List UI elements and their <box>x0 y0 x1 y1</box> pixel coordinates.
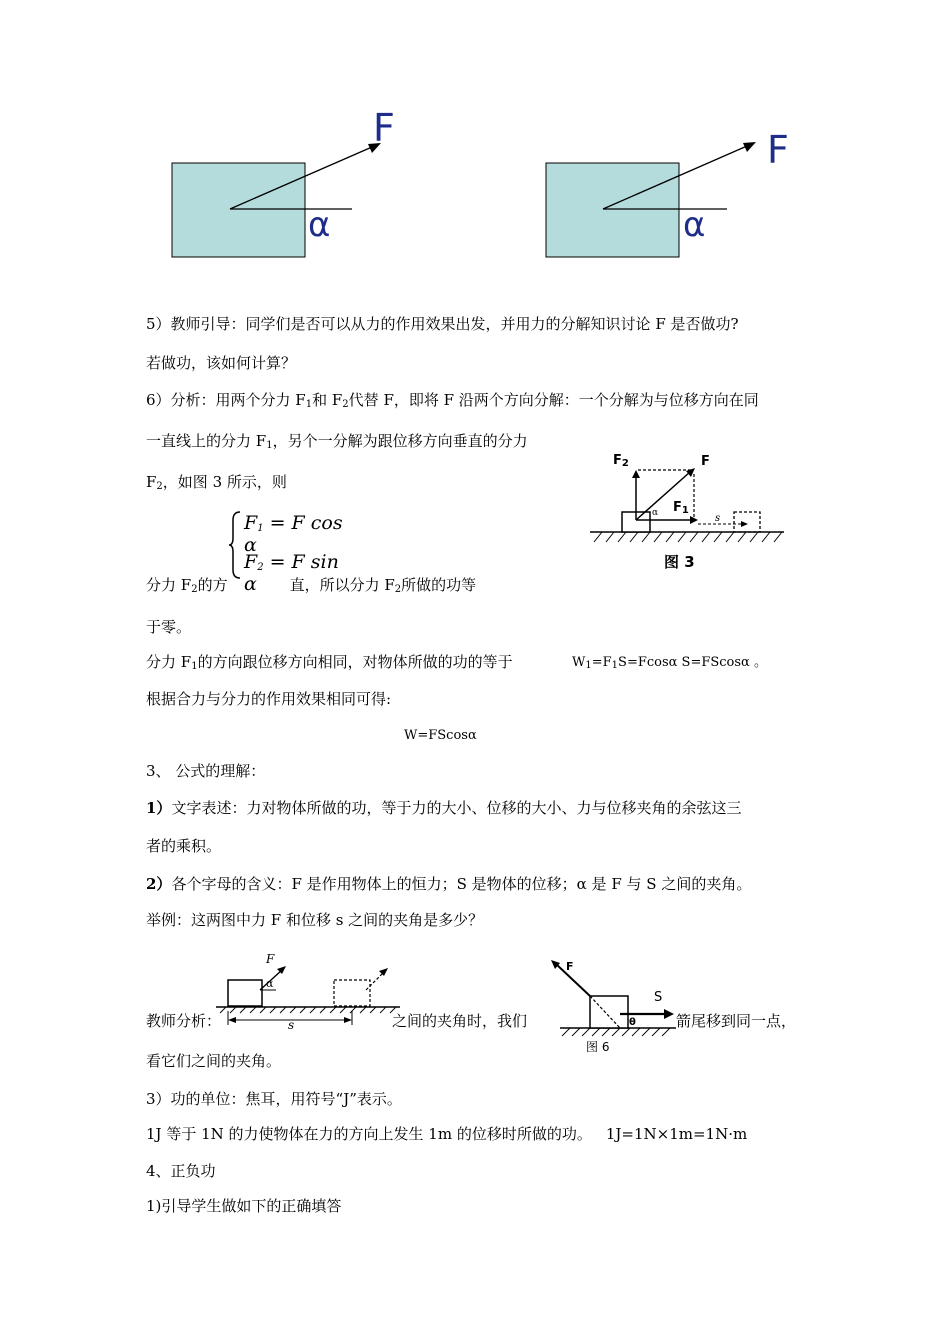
para-f2-line2: 于零。 <box>146 618 192 636</box>
item3: 3）功的单位：焦耳，用符号“J”表示。 <box>146 1090 402 1108</box>
formula-row2: $F_2 = F$ sin α <box>244 551 339 595</box>
para6-line2: 一直线上的分力 $F_1$，另个一分解为跟位移方向垂直的分力 <box>146 432 528 451</box>
para6-line1: 6）分析：用两个分力 $F_1$和 $F_2$代替 F，即将 F 沿两个方向分解：一个分解为与位移方向在同 <box>146 391 759 410</box>
fig3-s-label: s <box>715 513 721 524</box>
fig6-caption: 图 6 <box>586 1040 610 1054</box>
angle-label-left: α <box>308 205 331 245</box>
item4-1: 1)引导学生做如下的正确填答 <box>146 1197 342 1215</box>
force-label-left: F <box>373 106 395 150</box>
para-resultant: 根据合力与分力的作用效果相同可得: <box>146 690 392 708</box>
fig3-caption: 图 3 <box>664 553 695 571</box>
item1-line1: 1）文字表述：力对物体所做的功，等于力的大小、位移的大小、力与位移夹角的余弦这三 <box>146 799 742 817</box>
item1-line2: 者的乘积。 <box>146 837 222 855</box>
figure-right-box-force <box>546 142 756 257</box>
teacher-analysis-part3: 箭尾移到同一点， <box>676 1012 797 1030</box>
fig3-f-label: F <box>701 454 710 469</box>
ex-left-s-label: s <box>288 1018 295 1032</box>
para-f1-text: 分力 $F_1$的方向跟位移方向相同，对物体所做的功的等于 <box>146 653 513 672</box>
fig3-alpha-label: α <box>652 508 659 518</box>
fig6-theta-label: θ <box>629 1017 636 1028</box>
para-f1-formula: $W_1=F_1S=Fcos\alpha$ S=FScosα 。 <box>572 655 767 671</box>
item2: 2）各个字母的含义：F 是作用物体上的恒力；S 是物体的位移；α 是 F 与 S 之间的夹角。 <box>146 875 752 893</box>
unit-definition: 1J 等于 1N 的力使物体在力的方向上发生 1m 的位移时所做的功。 1J=1N×1m=1N·m <box>146 1125 748 1143</box>
angle-label-right: α <box>683 205 706 245</box>
fig6-f-label: F <box>566 960 574 973</box>
ex-left-f-label: F <box>266 952 275 966</box>
teacher-analysis-line2: 看它们之间的夹角。 <box>146 1052 282 1070</box>
fig3-f1-label: $F_1$ <box>673 500 689 516</box>
section3-title: 3、 公式的理解： <box>146 762 266 780</box>
para5-line1: 5）教师引导：同学们是否可以从力的作用效果出发，并用力的分解知识讨论 F 是否做功? <box>146 315 739 333</box>
figure6 <box>548 952 680 1060</box>
ex-left-alpha-label: α <box>266 977 274 990</box>
para6-line3: $F_2$，如图 3 所示，则 <box>146 473 287 492</box>
para-f2-line1: 分力 $F_2$的方 直，所以分力 $F_2$所做的功等 <box>146 576 477 595</box>
figure-left-box-force <box>172 143 381 257</box>
decomposition-formula <box>228 506 354 595</box>
para5-line2: 若做功，该如何计算？ <box>146 354 297 372</box>
teacher-analysis-part1: 教师分析： <box>146 1012 222 1030</box>
figure3 <box>572 444 788 576</box>
brace-icon <box>228 510 242 580</box>
formula-row1: $F_1 = F$ cos α <box>244 512 343 556</box>
teacher-analysis-part2: 之间的夹角时，我们 <box>392 1012 528 1030</box>
force-label-right: F <box>767 128 789 172</box>
example-question: 举例：这两图中力 F 和位移 s 之间的夹角是多少？ <box>146 911 484 929</box>
section4-title: 4、正负功 <box>146 1162 216 1180</box>
fig6-s-label: S <box>654 990 663 1005</box>
example-figure-left <box>214 950 404 1032</box>
fig3-f2-label: $F_2$ <box>613 453 629 469</box>
top-figures <box>0 0 950 290</box>
formula-w: W=FScosα <box>404 728 477 743</box>
